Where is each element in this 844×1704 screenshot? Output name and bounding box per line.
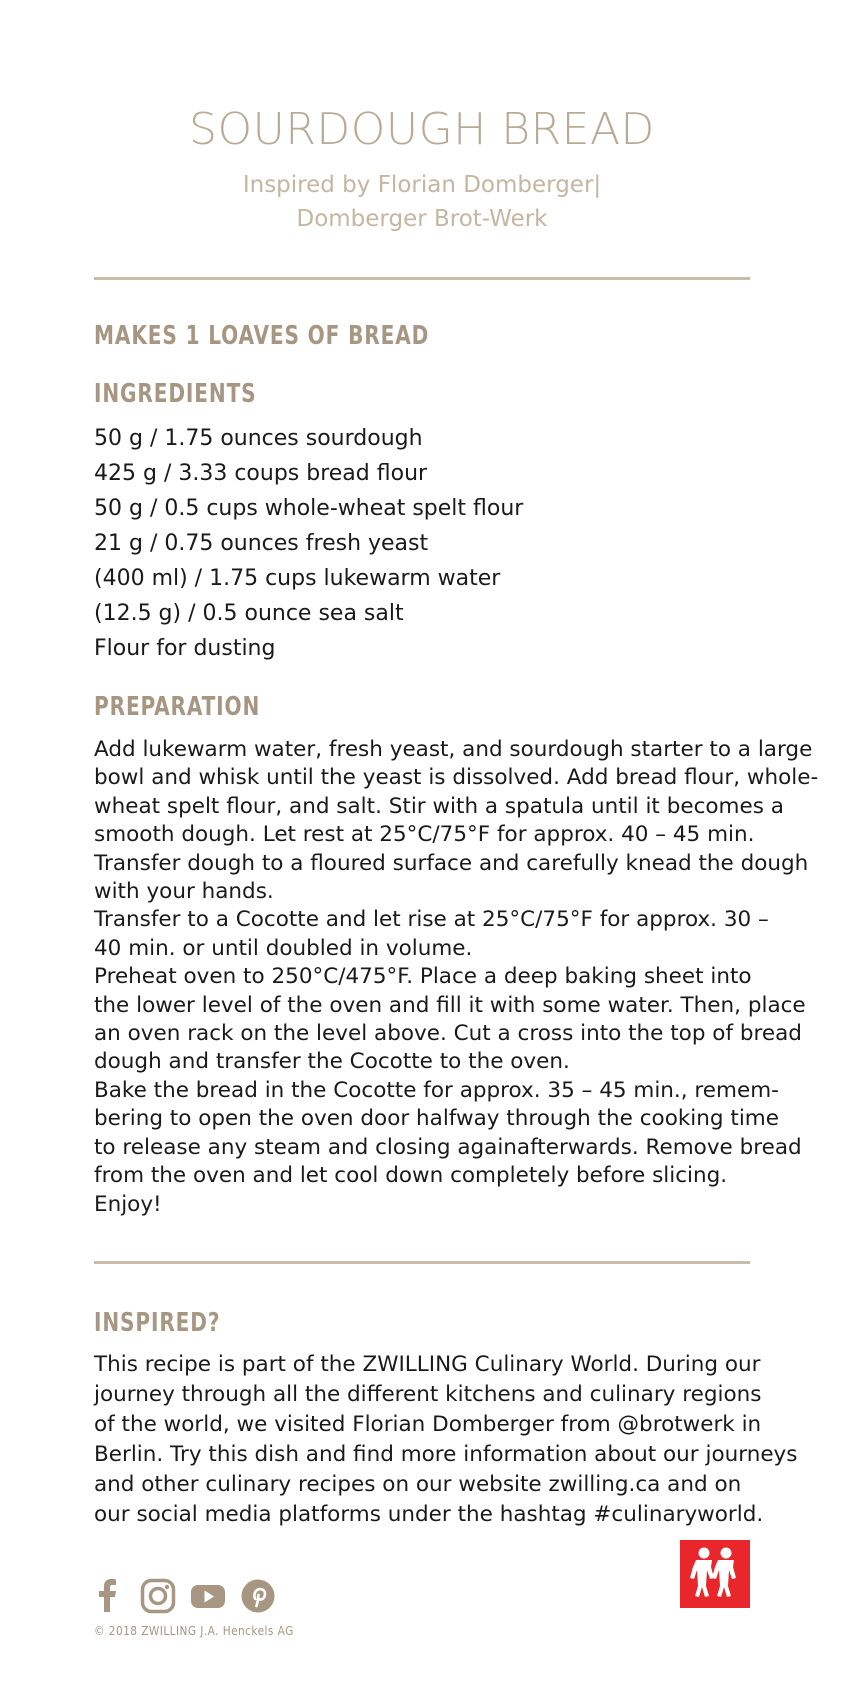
preparation-line: with your hands. (94, 879, 274, 905)
subtitle-line: Domberger Brot-Werk (296, 206, 548, 232)
ingredient-item: (12.5 g) / 0.5 ounce sea salt (94, 601, 404, 626)
preparation-line: 40 min. or until doubled in volume. (94, 935, 473, 961)
inspired-line: Berlin. Try this dish and find more information about our journeys (94, 1442, 798, 1467)
copyright: © 2018 ZWILLING J.A. Henckels AG (94, 1624, 294, 1638)
instagram-icon[interactable] (140, 1578, 176, 1614)
ingredients-list (94, 421, 750, 666)
ingredients-heading: INGREDIENTS (94, 379, 257, 409)
ingredient-item: (400 ml) / 1.75 cups lukewarm water (94, 566, 501, 591)
ingredient-item: 50 g / 1.75 ounces sourdough (94, 426, 423, 451)
inspired-line: journey through all the different kitchens and culinary regions (94, 1382, 762, 1407)
preparation-line: bowl and whisk until the yeast is dissolved. Add bread flour, whole- (94, 765, 819, 791)
ingredient-item: Flour for dusting (94, 636, 276, 661)
preparation-text (94, 736, 819, 1219)
preparation-line: to release any steam and closing againafterwards. Remove bread (94, 1134, 802, 1160)
preparation-line: dough and transfer the Cocotte to the oven. (94, 1049, 570, 1075)
preparation-line: wheat spelt flour, and salt. Stir with a spatula until it becomes a (94, 793, 784, 819)
preparation-line: Bake the bread in the Cocotte for approx. 35 – 45 min., remem- (94, 1077, 779, 1103)
zwilling-logo (680, 1540, 750, 1608)
preparation-line: Transfer to a Cocotte and let rise at 25°C/75°F for approx. 30 – (94, 907, 769, 933)
preparation-line: Preheat oven to 250°C/475°F. Place a deep baking sheet into (94, 964, 752, 990)
ingredient-item: 425 g / 3.33 coups bread flour (94, 461, 428, 486)
subtitle-line: Inspired by Florian Domberger| (242, 172, 602, 198)
subtitle (0, 168, 844, 236)
preparation-line: from the oven and let cool down completely before slicing. (94, 1163, 728, 1189)
inspired-heading: INSPIRED? (94, 1308, 221, 1338)
social-icons (90, 1576, 276, 1616)
divider (94, 277, 750, 280)
inspired-line: of the world, we visited Florian Domberger from @brotwerk in (94, 1412, 762, 1437)
preparation-line: Add lukewarm water, fresh yeast, and sourdough starter to a large (94, 737, 813, 762)
yield-heading: MAKES 1 LOAVES OF BREAD (94, 321, 430, 351)
inspired-text (94, 1350, 798, 1530)
inspired-line: and other culinary recipes on our website zwilling.ca and on (94, 1472, 742, 1497)
preparation-line: an oven rack on the level above. Cut a cross into the top of bread (94, 1021, 802, 1047)
inspired-line: This recipe is part of the ZWILLING Culinary World. During our (94, 1352, 761, 1377)
pinterest-icon[interactable] (240, 1578, 276, 1614)
youtube-icon[interactable] (190, 1578, 226, 1614)
preparation-line: Transfer dough to a floured surface and carefully knead the dough (94, 850, 809, 876)
preparation-line: Enjoy! (94, 1191, 162, 1217)
facebook-icon[interactable] (90, 1578, 126, 1614)
preparation-heading: PREPARATION (94, 692, 261, 722)
ingredient-item: 21 g / 0.75 ounces fresh yeast (94, 531, 429, 556)
preparation-line: bering to open the oven door halfway through the cooking time (94, 1106, 779, 1132)
preparation-line: the lower level of the oven and fill it with some water. Then, place (94, 992, 806, 1018)
page-title: SOURDOUGH BREAD (189, 104, 655, 155)
inspired-line: our social media platforms under the hashtag #culinaryworld. (94, 1502, 764, 1527)
ingredient-item: 50 g / 0.5 cups whole-wheat spelt flour (94, 496, 524, 521)
divider (94, 1261, 750, 1264)
preparation-line: smooth dough. Let rest at 25°C/75°F for approx. 40 – 45 min. (94, 822, 755, 848)
